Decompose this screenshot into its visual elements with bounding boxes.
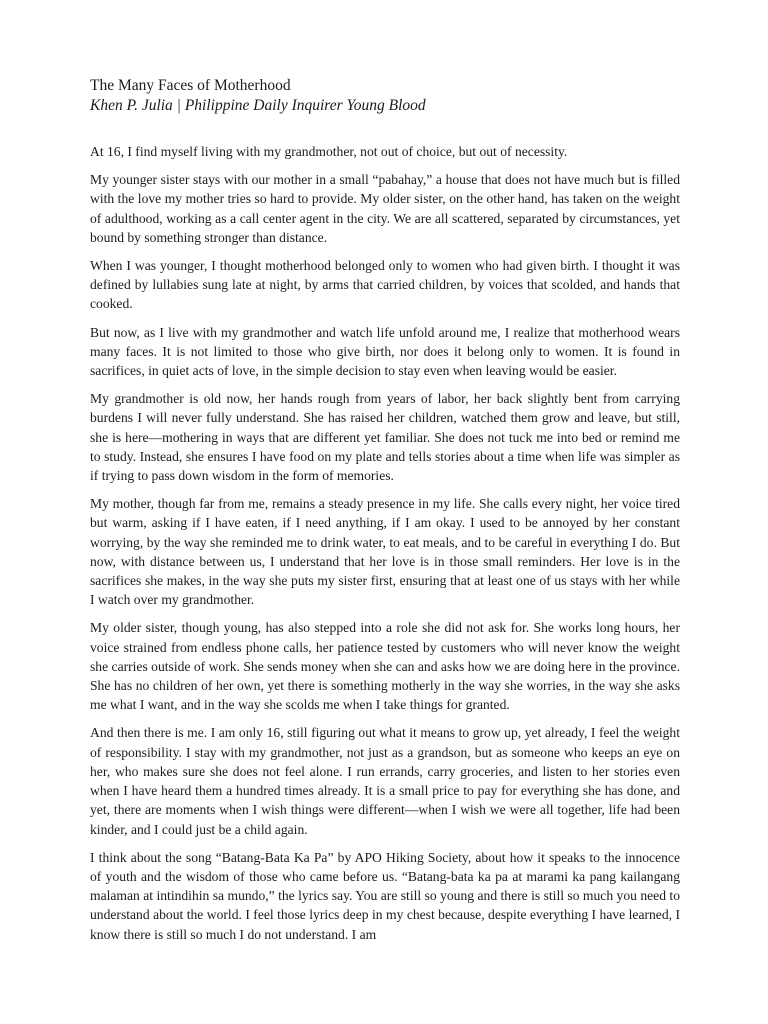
paragraph: At 16, I find myself living with my grandmother, not out of choice, but out of necessity. (90, 144, 568, 159)
paragraph: I think about the song “Batang-Bata Ka Pa” by APO Hiking Society, about how it speaks to the innocence of youth and the wisdom of those who came before us. “Batang-bata ka pa at marami ka pang kailangang malaman at intindihin sa mundo,” the lyrics say. You are still so young and there is still so much you need to understand about the world. I feel those lyrics deep in my chest because, despite everything I have learned, I know there is still so much I do not understand. I am (90, 849, 680, 942)
paragraph: My younger sister stays with our mother in a small “pabahay,” a house that does not have much but is filled with the love my mother tries so hard to provide. My older sister, on the other hand, has taken on the weight of adulthood, working as a call center agent in the city. We are all scattered, separated by circumstances, yet bound by something stronger than distance. (90, 172, 680, 245)
document-page (90, 76, 680, 953)
article-body (90, 142, 680, 944)
paragraph: My mother, though far from me, remains a steady presence in my life. She calls every night, her voice tired but warm, asking if I have eaten, if I need anything, if I am okay. I used to be annoyed by her constant worrying, by the way she reminded me to drink water, to eat meals, and to be careful in everything I do. But now, with distance between us, I understand that her love is in those small reminders. Her love is in the sacrifices she makes, in the way she puts my sister first, ensuring that at least one of us stays with her while I watch over my grandmother. (90, 496, 680, 608)
article-title: The Many Faces of Motherhood (90, 77, 291, 94)
article-byline: Khen P. Julia | Philippine Daily Inquirer Young Blood (90, 97, 426, 114)
paragraph: But now, as I live with my grandmother and watch life unfold around me, I realize that motherhood wears many faces. It is not limited to those who give birth, nor does it belong only to women. It is found in sacrifices, in quiet acts of love, in the simple decision to stay even when leaving would be easier. (90, 324, 680, 379)
paragraph: When I was younger, I thought motherhood belonged only to women who had given birth. I thought it was defined by lullabies sung late at night, by arms that carried children, by voices that scolded, and hands that cooked. (90, 258, 680, 312)
paragraph: My older sister, though young, has also stepped into a role she did not ask for. She works long hours, her voice strained from endless phone calls, her patience tested by customers who will never know the weight she carries outside of work. She sends money when she can and asks how we are doing here in the province. She has no children of her own, yet there is something motherly in the way she worries, in the way she asks me what I want, and in the way she scolds me when I take things for granted. (90, 620, 680, 713)
paragraph: My grandmother is old now, her hands rough from years of labor, her back slightly bent from carrying burdens I will never fully understand. She has raised her children, watched them grow and leave, but still, she is here—mothering in ways that are different yet familiar. She does not tuck me into bed or remind me to study. Instead, she ensures I have food on my plate and tells stories about a time when life was simpler as if trying to pass down wisdom in the form of memories. (90, 391, 680, 484)
paragraph: And then there is me. I am only 16, still figuring out what it means to grow up, yet already, I feel the weight of responsibility. I stay with my grandmother, not just as a grandson, but as someone who keeps an eye on her, who makes sure she does not feel alone. I run errands, carry groceries, and listen to her stories even when I have heard them a hundred times already. It is a small price to pay for everything she has done, and yet, there are moments when I wish things were different—when I wish we were all together, life had been kinder, and I could just be a child again. (90, 725, 680, 837)
